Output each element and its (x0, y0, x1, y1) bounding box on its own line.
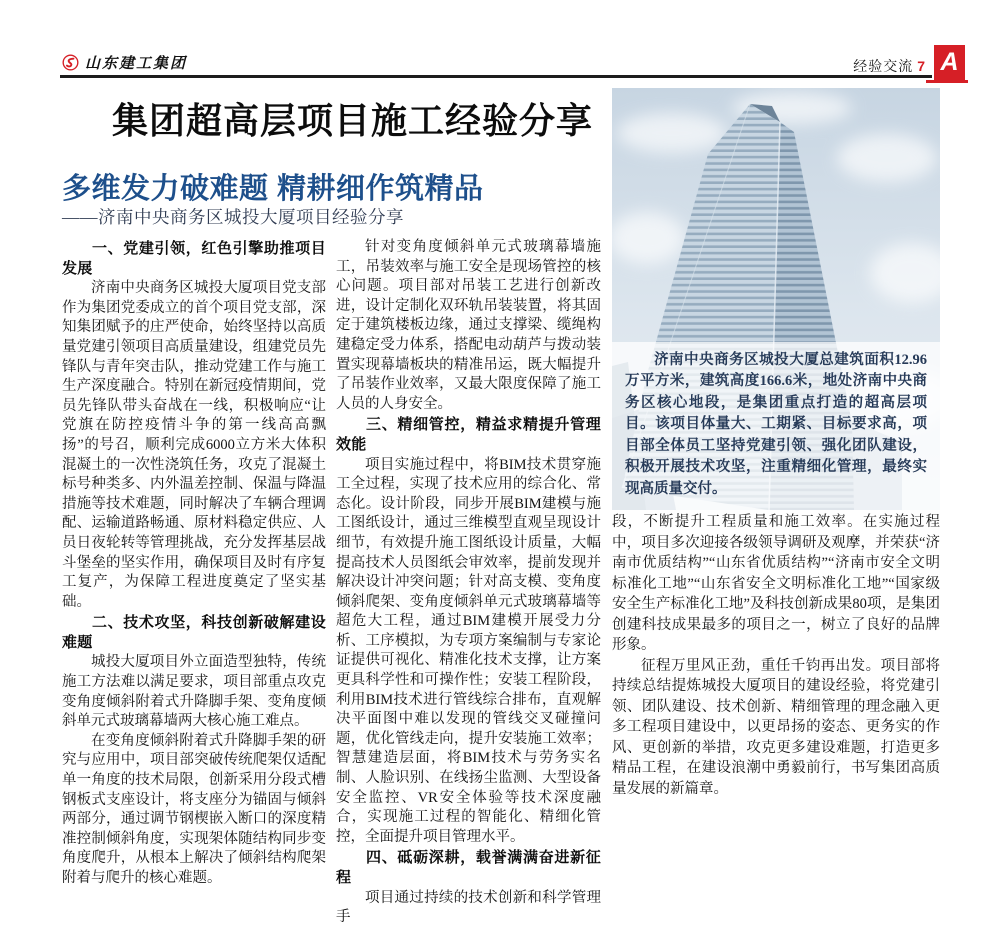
paragraph: 针对变角度倾斜单元式玻璃幕墙施工，吊装效率与施工安全是现场管控的核心问题。项目部对吊装工艺进行创新改进，设计定制化双环轨吊装装置，将其固定于建筑楼板边缘，通过支撑梁、缆绳构建稳定受力体系，搭配电动葫芦与拨动装置实现幕墙板块的精准吊运，既大幅提升了吊装作业效率，又最大限度保障了施工人员的人身安全。 (336, 239, 601, 412)
section-heading-1: 一、党建引领，红色引擎助推项目发展 (62, 240, 326, 277)
page-number: 7 (917, 58, 925, 74)
brand-logo-icon (62, 54, 79, 71)
page-headline: 集团超高层项目施工经验分享 (111, 100, 593, 141)
article-column-2 (336, 238, 601, 926)
article-column-1 (62, 238, 326, 886)
paragraph: 济南中央商务区城投大厦项目党支部作为集团党委成立的首个项目党支部，深知集团赋予的庄严使命，始终坚持以高质量党建引领项目高质量建设，组建党员先锋队与青年突击队，推动党建工作与施工生产深度融合。特别在新冠疫情期间，党员先锋队带头奋战在一线，积极响应“让党旗在防控疫情斗争的第一线高高飘扬”的号召，顺利完成6000立方米大体积混凝土的一次性浇筑任务，攻克了混凝土标号种类多、内外温差控制、保温与降温措施等技术难题，同时解决了车辆合理调配、运输道路畅通、原材料稳定供应、人员日夜轮转等管理挑战，充分发挥基层战斗堡垒的坚实作用，确保项目及时有序复工复产，为保障工程进度奠定了坚实基础。 (62, 280, 326, 610)
section-info (853, 56, 925, 76)
edition-rule (926, 80, 968, 83)
section-heading-4: 四、砥砺深耕，载誉满满奋进新征程 (336, 849, 601, 886)
photo-caption: 济南中央商务区城投大厦总建筑面积12.96万平方米，建筑高度166.6米，地处济南中央商务区核心地段，是集团重点打造的超高层项目。该项目体量大、工期紧、目标要求高，项目部全体员工坚持党建引领、强化团队建设，积极开展技术攻坚，注重精细化管理，最终实现高质量交付。 (612, 342, 940, 511)
edition-badge: A (934, 45, 965, 80)
masthead (60, 52, 965, 76)
paragraph: 城投大厦项目外立面造型独特，传统施工方法难以满足要求，项目部重点攻克变角度倾斜附着式升降脚手架、变角度倾斜单元式玻璃幕墙两大核心施工难点。 (62, 654, 326, 730)
article-column-3 (612, 512, 940, 797)
masthead-rule (60, 75, 932, 78)
paragraph: 征程万里风正劲，重任千钧再出发。项目部将持续总结提炼城投大厦项目的建设经验，将党建引领、团队建设、技术创新、精细管理的理念融入更多工程项目建设中，以更昂扬的姿态、更务实的作风、更创新的举措，攻克更多建设难题，打造更多精品工程，在建设浪潮中勇毅前行，书写集团高质量发展的新篇章。 (612, 657, 940, 797)
section-name: 经验交流 (853, 58, 914, 74)
article-subtitle: ——济南中央商务区城投大厦项目经验分享 (62, 207, 404, 227)
brand (62, 52, 187, 73)
paragraph: 在变角度倾斜附着式升降脚手架的研究与应用中，项目部突破传统爬架仅适配单一角度的技术局限，创新采用分段式槽钢板式支座设计，将支座分为锚固与倾斜两部分，通过调节钢楔嵌入断口的深度精准控制倾斜角度，实现架体随结构同步变角度爬升，从根本上解决了倾斜结构爬架附着与爬升的核心难题。 (62, 732, 326, 886)
section-heading-2: 二、技术攻坚，科技创新破解建设难题 (62, 614, 326, 651)
article-title: 多维发力破难题 精耕细作筑精品 (62, 173, 484, 205)
paragraph: 项目实施过程中，将BIM技术贯穿施工全过程，实现了技术应用的综合化、常态化。设计阶段，同步开展BIM建模与施工图纸设计，通过三维模型直观呈现设计细节，有效提升施工图纸设计质量，大幅提高技术人员图纸会审效率，提前发现并解决设计冲突问题；针对高支模、变角度倾斜爬架、变角度倾斜单元式玻璃幕墙等超危大工程，通过BIM建模开展受力分析、工序模拟，为专项方案编制与专家论证提供可视化、精准化技术支撑，让方案更具科学性和可操作性；安装工程阶段，利用BIM技术进行管线综合排布，直观解决平面图中难以发现的管线交叉碰撞问题，优化管线走向，提升安装施工效率；智慧建造层面，将BIM技术与劳务实名制、人脸识别、在线扬尘监测、大型设备安全监控、VR安全体验等技术深度融合，实现施工过程的智能化、精细化管控，全面提升项目管理水平。 (336, 456, 601, 845)
building-photo (612, 88, 940, 510)
paragraph: 项目通过持续的技术创新和科学管理手 (336, 889, 601, 926)
paragraph: 段，不断提升工程质量和施工效率。在实施过程中，项目多次迎接各级领导调研及观摩，并荣获“济南市优质结构”“山东省优质结构”“济南市安全文明标准化工地”“山东省安全文明标准化工地”“国家级安全生产标准化工地”及科技创新成果80项，是集团创建科技成果最多的项目之一，树立了良好的品牌形象。 (612, 514, 940, 653)
brand-name: 山东建工集团 (85, 56, 188, 72)
section-heading-3: 三、精细管控，精益求精提升管理效能 (336, 416, 601, 453)
